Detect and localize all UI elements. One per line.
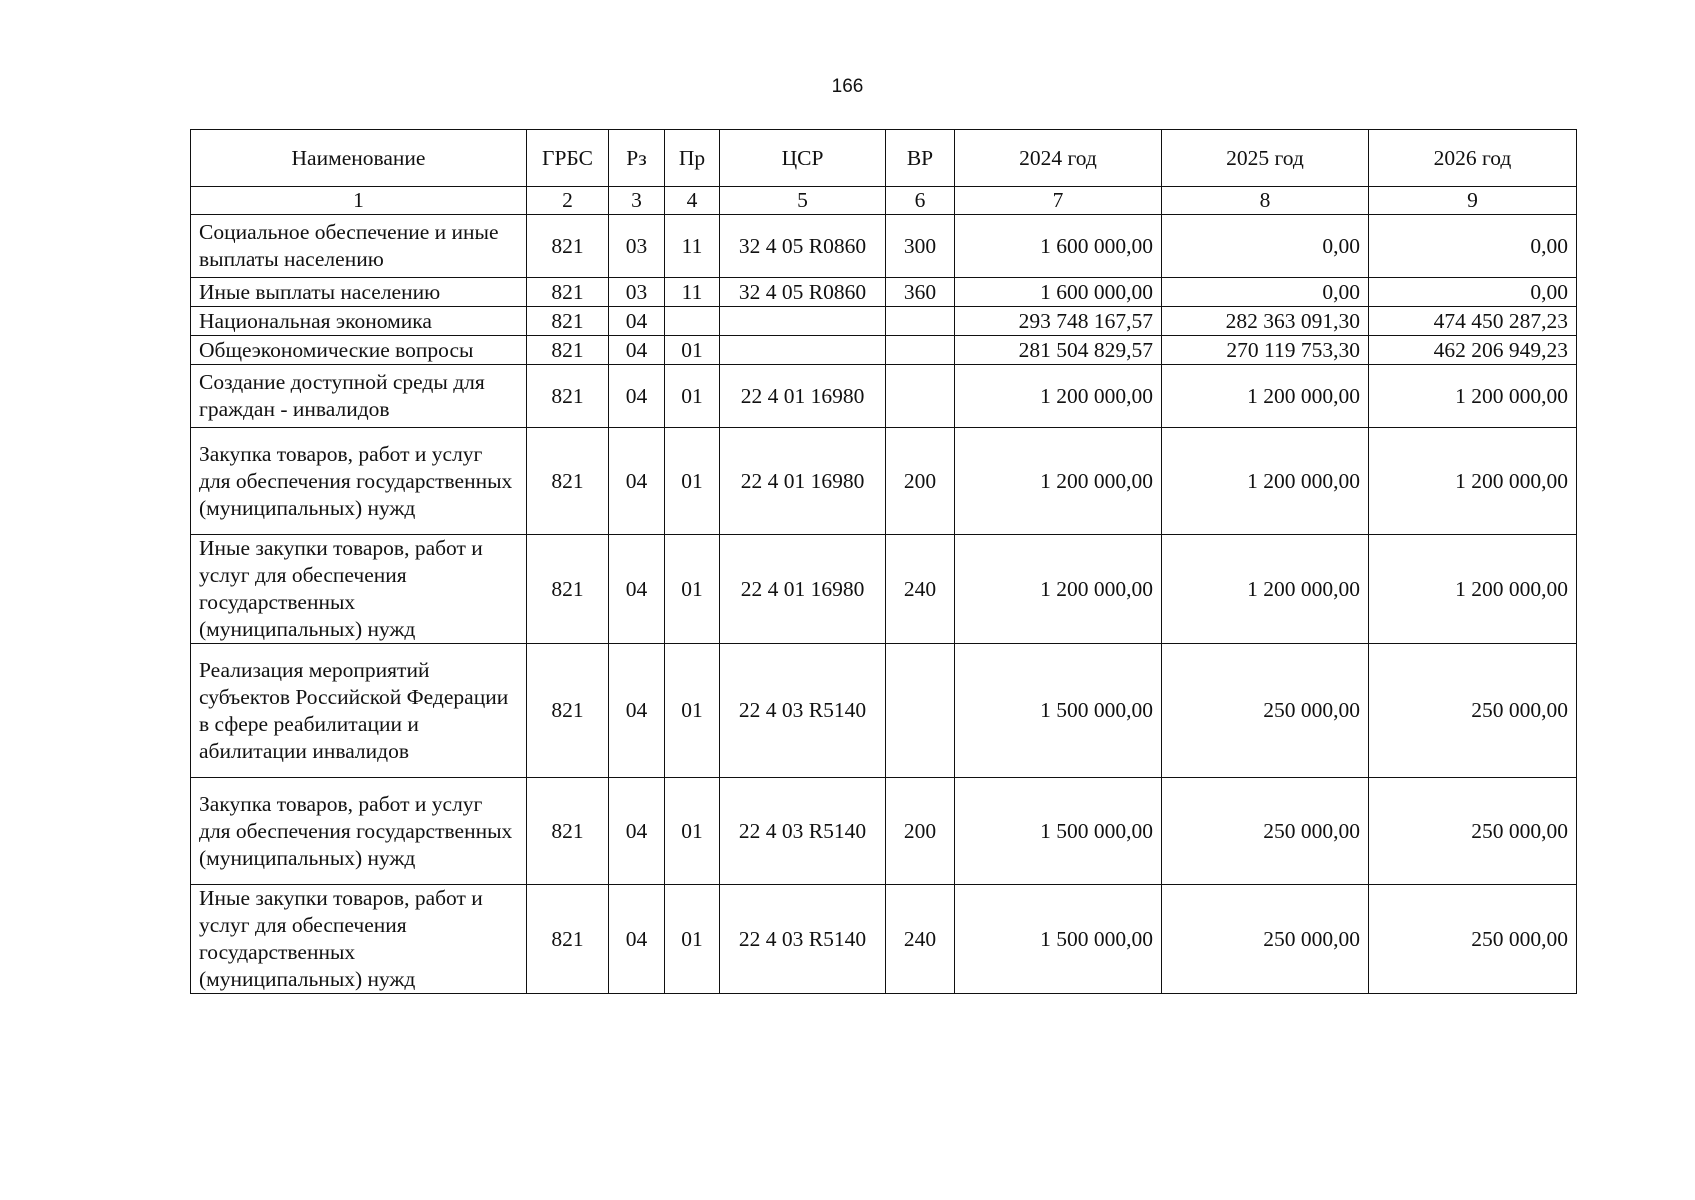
amount-2025: 250 000,00 xyxy=(1162,885,1369,994)
pr-cell: 11 xyxy=(665,215,720,278)
table-row xyxy=(191,307,1577,336)
grbs-cell: 821 xyxy=(527,778,609,885)
csr-cell: 22 4 03 R5140 xyxy=(720,778,886,885)
amount-2026: 1 200 000,00 xyxy=(1369,365,1577,428)
row-name: Реализация мероприятий субъектов Российской Федерации в сфере реабилитации и абилитации инвалидов xyxy=(191,644,527,778)
amount-2025: 270 119 753,30 xyxy=(1162,336,1369,365)
column-number: 4 xyxy=(665,187,720,215)
pr-cell: 11 xyxy=(665,278,720,307)
amount-2026: 250 000,00 xyxy=(1369,778,1577,885)
row-name: Общеэкономические вопросы xyxy=(191,336,527,365)
column-number: 6 xyxy=(886,187,955,215)
row-name: Закупка товаров, работ и услуг для обеспечения государственных (муниципальных) нужд xyxy=(191,778,527,885)
table-row xyxy=(191,336,1577,365)
row-name: Иные выплаты населению xyxy=(191,278,527,307)
amount-2026: 0,00 xyxy=(1369,215,1577,278)
pr-cell: 01 xyxy=(665,428,720,535)
csr-cell: 22 4 01 16980 xyxy=(720,428,886,535)
column-number: 8 xyxy=(1162,187,1369,215)
column-number: 9 xyxy=(1369,187,1577,215)
row-name: Закупка товаров, работ и услуг для обеспечения государственных (муниципальных) нужд xyxy=(191,428,527,535)
amount-2026: 1 200 000,00 xyxy=(1369,428,1577,535)
pr-cell: 01 xyxy=(665,644,720,778)
vr-cell: 300 xyxy=(886,215,955,278)
csr-cell: 32 4 05 R0860 xyxy=(720,215,886,278)
amount-2025: 282 363 091,30 xyxy=(1162,307,1369,336)
header-cell: 2026 год xyxy=(1369,130,1577,187)
column-number: 5 xyxy=(720,187,886,215)
rz-cell: 04 xyxy=(609,365,665,428)
grbs-cell: 821 xyxy=(527,307,609,336)
header-cell: Пр xyxy=(665,130,720,187)
table-row xyxy=(191,215,1577,278)
rz-cell: 04 xyxy=(609,885,665,994)
rz-cell: 03 xyxy=(609,278,665,307)
amount-2024: 1 500 000,00 xyxy=(955,778,1162,885)
grbs-cell: 821 xyxy=(527,365,609,428)
amount-2024: 1 200 000,00 xyxy=(955,365,1162,428)
amount-2026: 250 000,00 xyxy=(1369,644,1577,778)
amount-2026: 0,00 xyxy=(1369,278,1577,307)
rz-cell: 03 xyxy=(609,215,665,278)
row-name: Создание доступной среды для граждан - инвалидов xyxy=(191,365,527,428)
amount-2024: 293 748 167,57 xyxy=(955,307,1162,336)
amount-2026: 1 200 000,00 xyxy=(1369,535,1577,644)
csr-cell xyxy=(720,336,886,365)
amount-2026: 474 450 287,23 xyxy=(1369,307,1577,336)
rz-cell: 04 xyxy=(609,535,665,644)
amount-2025: 1 200 000,00 xyxy=(1162,535,1369,644)
pr-cell: 01 xyxy=(665,365,720,428)
row-name: Иные закупки товаров, работ и услуг для обеспечения государственных (муниципальных) нужд xyxy=(191,885,527,994)
column-number: 2 xyxy=(527,187,609,215)
table-row xyxy=(191,535,1577,644)
table-row xyxy=(191,885,1577,994)
amount-2025: 250 000,00 xyxy=(1162,644,1369,778)
amount-2024: 1 500 000,00 xyxy=(955,885,1162,994)
grbs-cell: 821 xyxy=(527,336,609,365)
vr-cell: 240 xyxy=(886,885,955,994)
table-row xyxy=(191,428,1577,535)
grbs-cell: 821 xyxy=(527,535,609,644)
header-cell: 2025 год xyxy=(1162,130,1369,187)
rz-cell: 04 xyxy=(609,778,665,885)
vr-cell xyxy=(886,644,955,778)
header-row xyxy=(191,130,1577,187)
csr-cell xyxy=(720,307,886,336)
table-row xyxy=(191,365,1577,428)
vr-cell xyxy=(886,307,955,336)
table-row xyxy=(191,278,1577,307)
amount-2026: 250 000,00 xyxy=(1369,885,1577,994)
rz-cell: 04 xyxy=(609,307,665,336)
amount-2025: 1 200 000,00 xyxy=(1162,428,1369,535)
header-cell: 2024 год xyxy=(955,130,1162,187)
column-number-row xyxy=(191,187,1577,215)
row-name: Национальная экономика xyxy=(191,307,527,336)
page-number: 166 xyxy=(831,76,864,97)
column-number: 1 xyxy=(191,187,527,215)
vr-cell xyxy=(886,336,955,365)
table-row xyxy=(191,778,1577,885)
pr-cell: 01 xyxy=(665,535,720,644)
pr-cell: 01 xyxy=(665,885,720,994)
rz-cell: 04 xyxy=(609,644,665,778)
amount-2024: 1 600 000,00 xyxy=(955,215,1162,278)
amount-2024: 281 504 829,57 xyxy=(955,336,1162,365)
amount-2024: 1 500 000,00 xyxy=(955,644,1162,778)
budget-table xyxy=(190,129,1577,994)
header-cell: ГРБС xyxy=(527,130,609,187)
csr-cell: 32 4 05 R0860 xyxy=(720,278,886,307)
csr-cell: 22 4 01 16980 xyxy=(720,535,886,644)
grbs-cell: 821 xyxy=(527,428,609,535)
grbs-cell: 821 xyxy=(527,278,609,307)
amount-2025: 0,00 xyxy=(1162,278,1369,307)
amount-2024: 1 600 000,00 xyxy=(955,278,1162,307)
pr-cell: 01 xyxy=(665,336,720,365)
header-cell: Рз xyxy=(609,130,665,187)
csr-cell: 22 4 01 16980 xyxy=(720,365,886,428)
amount-2025: 0,00 xyxy=(1162,215,1369,278)
amount-2025: 250 000,00 xyxy=(1162,778,1369,885)
vr-cell: 360 xyxy=(886,278,955,307)
amount-2026: 462 206 949,23 xyxy=(1369,336,1577,365)
csr-cell: 22 4 03 R5140 xyxy=(720,644,886,778)
pr-cell xyxy=(665,307,720,336)
header-cell: Наименование xyxy=(191,130,527,187)
vr-cell: 240 xyxy=(886,535,955,644)
grbs-cell: 821 xyxy=(527,885,609,994)
grbs-cell: 821 xyxy=(527,215,609,278)
csr-cell: 22 4 03 R5140 xyxy=(720,885,886,994)
row-name: Социальное обеспечение и иные выплаты населению xyxy=(191,215,527,278)
rz-cell: 04 xyxy=(609,428,665,535)
column-number: 3 xyxy=(609,187,665,215)
column-number: 7 xyxy=(955,187,1162,215)
amount-2025: 1 200 000,00 xyxy=(1162,365,1369,428)
vr-cell: 200 xyxy=(886,428,955,535)
header-cell: ЦСР xyxy=(720,130,886,187)
vr-cell xyxy=(886,365,955,428)
amount-2024: 1 200 000,00 xyxy=(955,428,1162,535)
vr-cell: 200 xyxy=(886,778,955,885)
rz-cell: 04 xyxy=(609,336,665,365)
pr-cell: 01 xyxy=(665,778,720,885)
table-row xyxy=(191,644,1577,778)
amount-2024: 1 200 000,00 xyxy=(955,535,1162,644)
row-name: Иные закупки товаров, работ и услуг для обеспечения государственных (муниципальных) нужд xyxy=(191,535,527,644)
header-cell: ВР xyxy=(886,130,955,187)
grbs-cell: 821 xyxy=(527,644,609,778)
